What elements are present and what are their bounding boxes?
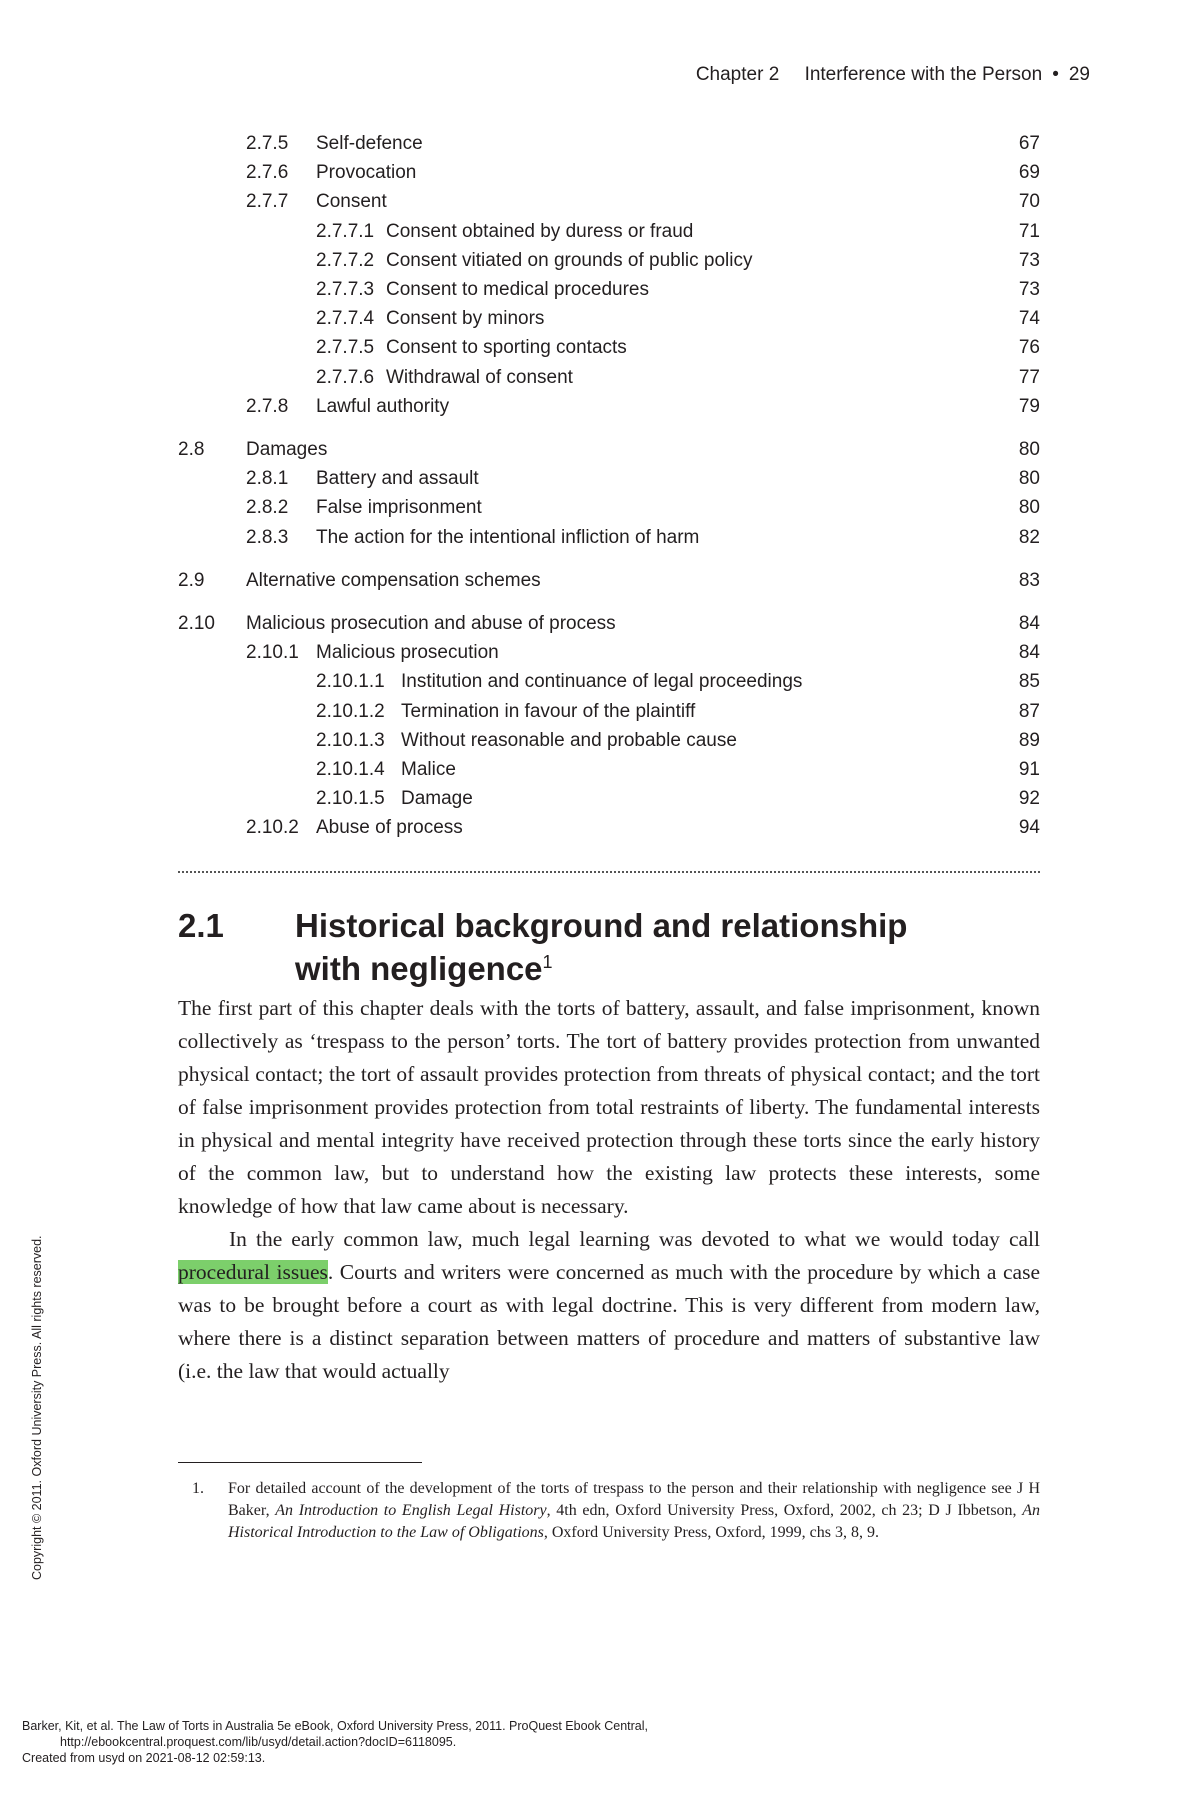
chapter-label: Chapter 2	[695, 64, 780, 85]
toc-entry	[178, 132, 1040, 156]
footnote-title-2: An Historical Introduction to the Law of Obligations	[228, 1502, 1041, 1541]
toc-entry-page: 83	[1018, 569, 1040, 591]
paragraph-2-start: In the early common law, much legal learning was devoted to what we would today call	[229, 1227, 1040, 1251]
source-line-1: Barker, Kit, et al. The Law of Torts in Australia 5e eBook, Oxford University Press, 2011. ProQuest Ebook Central,	[22, 1719, 648, 1733]
footnote-ref: 1	[542, 952, 553, 972]
footnote-rule	[178, 1462, 422, 1463]
toc-entry-number: 2.7.7.4	[316, 308, 375, 330]
toc-entry-page: 82	[1018, 526, 1040, 548]
toc-entry-title: Institution and continuance of legal proceedings	[401, 671, 803, 693]
running-head-separator: •	[1052, 64, 1059, 85]
toc-entry-title: Termination in favour of the plaintiff	[401, 700, 696, 722]
toc-entry-title: Consent vitiated on grounds of public policy	[386, 249, 753, 271]
toc-entry-page: 87	[1018, 700, 1040, 722]
toc-entry-title: Consent	[316, 191, 387, 213]
toc-entry-title: Malicious prosecution	[316, 642, 499, 664]
toc-entry-page: 67	[1018, 133, 1040, 154]
toc-entry-number: 2.9	[178, 569, 205, 591]
toc-entry-number: 2.8	[178, 439, 205, 460]
toc-entry-title: Consent to medical procedures	[386, 279, 649, 300]
toc-entry	[178, 700, 1040, 724]
toc-entry-title: Malicious prosecution and abuse of process	[246, 613, 616, 634]
toc-entry-number: 2.10.1.1	[316, 671, 385, 693]
toc-entry	[178, 395, 1040, 419]
toc-entry-page: 80	[1018, 497, 1040, 519]
toc-entry-title: Battery and assault	[316, 468, 479, 490]
toc-entry-title: The action for the intentional infliction of harm	[316, 526, 700, 548]
toc-entry-title: Malice	[401, 759, 456, 780]
source-citation	[22, 1718, 648, 1766]
source-line-3: Created from usyd on 2021-08-12 02:59:13.	[22, 1751, 266, 1765]
toc-entry-page: 91	[1018, 759, 1040, 780]
toc-entry	[178, 161, 1040, 185]
toc-entry-number: 2.7.7.6	[316, 366, 375, 388]
toc-entry-number: 2.7.7	[246, 191, 289, 213]
toc-entry-page: 79	[1018, 395, 1040, 417]
section-title-line2: with negligence	[295, 950, 543, 987]
toc-entry-number: 2.10.1.5	[316, 788, 385, 810]
toc-entry-number: 2.8.3	[246, 526, 289, 548]
toc-entry-number: 2.10	[178, 613, 215, 634]
running-head	[696, 64, 1090, 86]
toc-entry-title: Consent by minors	[386, 308, 545, 330]
footnote	[178, 1478, 1040, 1544]
toc-divider	[178, 871, 1040, 873]
footnote-text-1: For detailed account of the development of the torts of trespass to the person and their relationship with negligence see J H Baker,	[228, 1480, 1040, 1519]
chapter-title: Interference with the Person	[804, 64, 1043, 85]
toc-entry	[178, 249, 1040, 273]
toc-entry-page: 94	[1018, 817, 1040, 839]
toc-entry-page: 77	[1018, 366, 1040, 388]
toc-entry-title: Self-defence	[316, 133, 423, 154]
toc-entry-page: 92	[1018, 788, 1040, 810]
toc-entry-page: 73	[1018, 249, 1040, 271]
toc-entry	[178, 670, 1040, 694]
page-number: 29	[1068, 64, 1090, 85]
toc-entry-title: False imprisonment	[316, 497, 482, 519]
footnote-number: 1.	[192, 1480, 204, 1497]
toc-entry-page: 74	[1018, 308, 1040, 330]
paragraph-1: The first part of this chapter deals with the torts of battery, assault, and false imprisonment, known collectively as ‘trespass to the person’ torts. The tort of battery provides protection from unwanted physical contact; the tort of assault provides protection from threats of physical contact; and the tort of false imprisonment provides protection from total restraints of liberty. The fundamental interests in physical and mental integrity have received protection through these torts since the early history of the common law, but to understand how the existing law protects these interests, some knowledge of how that law came about is necessary.	[178, 996, 1040, 1218]
toc-entry-number: 2.7.8	[246, 395, 289, 417]
toc-entry-page: 80	[1018, 439, 1040, 460]
section-title	[295, 908, 995, 987]
toc-entry-title: Alternative compensation schemes	[246, 569, 541, 591]
toc-entry	[178, 366, 1040, 390]
toc-entry-page: 84	[1018, 613, 1040, 634]
footnote-text-2: , 4th edn, Oxford University Press, Oxford, 2002, ch 23; D J Ibbetson,	[546, 1502, 1023, 1519]
toc-entry	[178, 729, 1040, 753]
toc-entry	[178, 336, 1040, 360]
toc-entry-page: 76	[1018, 337, 1040, 359]
toc-entry	[178, 190, 1040, 214]
toc-entry-page: 73	[1018, 279, 1040, 300]
toc-entry-title: Provocation	[316, 162, 417, 184]
copyright-notice: Copyright © 2011. Oxford University Press. All rights reserved.	[30, 1235, 44, 1580]
toc-entry	[178, 787, 1040, 811]
toc-entry-title: Without reasonable and probable cause	[401, 729, 737, 751]
toc-entry	[178, 438, 1040, 462]
toc-entry	[178, 220, 1040, 244]
paragraph-2-end: . Courts and writers were concerned as much with the procedure by which a case was to be brought before a court as with legal doctrine. This is very different from modern law, where there is a distinct separation between matters of procedure and matters of substantive law (i.e. the law that would actually	[178, 1260, 1040, 1383]
toc-entry	[178, 758, 1040, 782]
footnote-text	[228, 1478, 1040, 1544]
toc-entry-number: 2.10.1.2	[316, 700, 385, 722]
toc-entry-number: 2.10.1	[246, 642, 299, 664]
toc-entry-number: 2.7.7.1	[316, 220, 375, 242]
toc-entry-page: 84	[1018, 642, 1040, 664]
toc-entry-title: Abuse of process	[316, 817, 463, 839]
toc-entry-page: 69	[1018, 162, 1040, 184]
footnote-title-1: An Introduction to English Legal History	[275, 1502, 547, 1519]
toc-entry-number: 2.8.1	[246, 468, 289, 490]
toc-entry-page: 80	[1018, 468, 1040, 490]
toc-entry-number: 2.10.1.3	[316, 729, 385, 751]
toc-entry-number: 2.7.7.5	[316, 337, 375, 359]
toc-entry	[178, 612, 1040, 636]
toc-entry-page: 70	[1018, 191, 1040, 213]
highlighted-text[interactable]: procedural issues	[178, 1260, 328, 1284]
toc-entry-number: 2.7.7.2	[316, 249, 375, 271]
body-text	[178, 992, 1040, 1388]
toc-entry-title: Damage	[401, 788, 473, 810]
toc-entry-title: Damages	[246, 439, 328, 460]
toc-entry-title: Consent to sporting contacts	[386, 337, 627, 359]
toc-entry	[178, 307, 1040, 331]
toc-entry	[178, 816, 1040, 840]
toc-entry	[178, 467, 1040, 491]
toc-entry	[178, 496, 1040, 520]
toc-entry-title: Withdrawal of consent	[386, 366, 573, 388]
toc-entry-number: 2.7.7.3	[316, 279, 375, 300]
toc-entry	[178, 526, 1040, 550]
toc-entry	[178, 569, 1040, 593]
toc-entry-number: 2.10.2	[246, 817, 299, 839]
source-url[interactable]: http://ebookcentral.proquest.com/lib/usyd/detail.action?docID=6118095.	[60, 1735, 457, 1749]
toc-entry-page: 71	[1018, 220, 1040, 242]
toc-entry-number: 2.7.6	[246, 162, 289, 184]
paragraph-2	[178, 1223, 1040, 1388]
toc-entry-page: 89	[1018, 729, 1040, 751]
toc-entry	[178, 278, 1040, 302]
toc-entry	[178, 641, 1040, 665]
toc-entry-number: 2.8.2	[246, 497, 289, 519]
toc-entry-title: Lawful authority	[316, 395, 450, 417]
footnote-text-3: , Oxford University Press, Oxford, 1999, chs 3, 8, 9.	[543, 1524, 879, 1541]
section-number: 2.1	[178, 907, 224, 944]
section-title-line1: Historical background and relationship	[295, 907, 908, 944]
toc-entry-number: 2.7.5	[246, 133, 289, 154]
toc-entry-title: Consent obtained by duress or fraud	[386, 220, 694, 242]
toc-entry-page: 85	[1018, 671, 1040, 693]
toc-entry-number: 2.10.1.4	[316, 759, 385, 780]
